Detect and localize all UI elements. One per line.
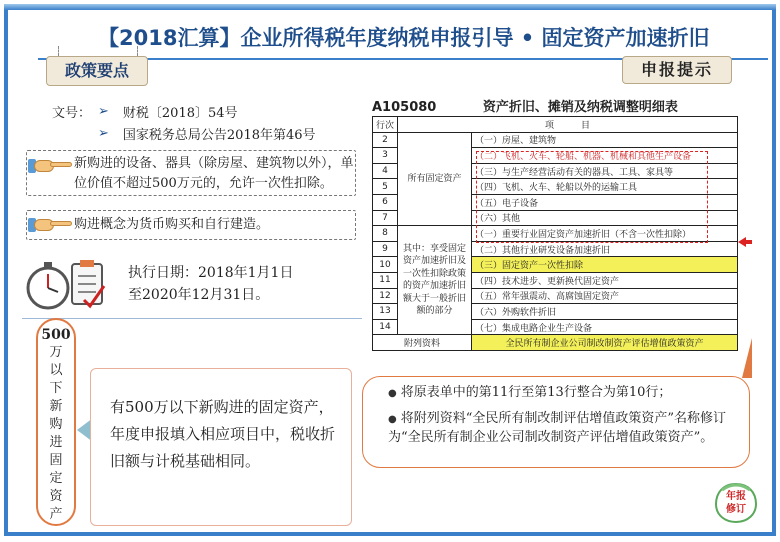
document-item — [98, 102, 238, 121]
side-note-text: 有500万以下新购进的固定资产，年度申报填入相应项目中，税收折旧额与计税基础相同。 — [110, 398, 336, 470]
execution-date — [128, 262, 293, 306]
revision-badge-text: 年报 修订 — [726, 491, 746, 515]
bullet-icon: ● — [388, 414, 397, 425]
document-text: 国家税务总局公告2018年第46号 — [122, 128, 316, 143]
bottom-border — [4, 532, 776, 536]
table-code: A105080 — [372, 100, 437, 115]
policy-tab[interactable]: 政策要点 — [46, 56, 148, 86]
execution-date-start: 执行日期：2018年1月1日 — [128, 265, 294, 281]
col-header-row: 行次 — [373, 117, 398, 133]
change-item: ● 将原表单中的第11行至第13行整合为第10行； — [388, 385, 672, 400]
table-row: 11 （四）技术进步、更新换代固定资产 — [373, 272, 738, 288]
pointing-hand-icon — [34, 217, 72, 233]
table-row: 6 （五）电子设备 — [373, 194, 738, 210]
table-row-appendix — [373, 335, 738, 351]
note-purchase-concept: 购进概念为货币购买和自行建造。 — [74, 217, 270, 232]
left-border — [4, 10, 8, 536]
right-border — [772, 10, 776, 536]
table-row: 13 （六）外购软件折旧 — [373, 304, 738, 320]
side-label: 500 万 以 下 新 购 进 固 定 资 产 — [36, 326, 76, 524]
note-new-equipment: 新购进的设备、器具（除房屋、建筑物以外），单位价值不超过500万元的，允许一次性扣除。 — [74, 156, 354, 191]
tip-tab[interactable]: 申报提示 — [622, 56, 732, 84]
arrow-right-icon: ➢ — [98, 126, 109, 141]
table-row: 12 （五）常年强震动、高腐蚀固定资产 — [373, 288, 738, 304]
top-border — [4, 4, 776, 10]
document-text: 财税〔2018〕54号 — [122, 106, 238, 121]
table-row: 2 所有固定资产 （一）房屋、建筑物 — [373, 132, 738, 148]
policy-tab-hanger — [58, 46, 138, 56]
change-item: ● 将附列资料“全民所有制改制评估增值政策资产”名称修订为“全民所有制企业公司制改制资产评估增值政策资产”。 — [388, 411, 727, 445]
title-bar — [38, 22, 768, 60]
document-number-label: 文号： — [52, 106, 92, 121]
col-header-item: 项 目 — [398, 117, 738, 133]
table-row: 14 （七）集成电路企业生产设备 — [373, 319, 738, 335]
divider — [22, 318, 362, 319]
page-title: 【2018汇算】企业所得税年度纳税申报引导 • 固定资产加速折旧 — [98, 26, 710, 50]
pointer-triangle-icon — [742, 338, 752, 378]
arrow-left-icon — [738, 237, 752, 247]
highlight-dashed-box — [476, 151, 708, 243]
appendix-label: 附列资料 — [373, 335, 472, 351]
table-row: 7 （六）其他 — [373, 210, 738, 226]
arrow-right-icon: ➢ — [98, 104, 109, 119]
bullet-icon: ● — [388, 388, 397, 399]
pointing-hand-icon — [34, 158, 72, 174]
table-row: 5 （四）飞机、火车、轮船以外的运输工具 — [373, 179, 738, 195]
group-all-fixed-assets: 所有固定资产 — [398, 132, 472, 226]
table-name: 资产折旧、摊销及纳税调整明细表 — [482, 100, 678, 115]
table-row: 3 （二）飞机、火车、轮船、机器、机械和其他生产设备 — [373, 148, 738, 164]
appendix-value: 全民所有制企业公司制改制资产评估增值政策资产 — [472, 335, 738, 351]
table-header — [372, 96, 678, 115]
table-row: 4 （三）与生产经营活动有关的器具、工具、家具等 — [373, 163, 738, 179]
stopwatch-checklist-icon — [22, 256, 112, 314]
execution-date-end: 至2020年12月31日。 — [128, 287, 270, 303]
side-label-amount: 500 — [41, 327, 71, 343]
table-row: 8 其中：享受固定资产加速折旧及一次性扣除政策的资产加速折旧额大于一般折旧额的部分 （一）重要行业固定资产加速折旧（不含一次性扣除） — [373, 226, 738, 242]
table-row: 9 （二）其他行业研发设备加速折旧 — [373, 241, 738, 257]
table-row-highlight: 10 （三）固定资产一次性扣除 — [373, 257, 738, 273]
table-row — [373, 117, 738, 133]
document-item — [98, 124, 316, 143]
group-accelerated: 其中：享受固定资产加速折旧及一次性扣除政策的资产加速折旧额大于一般折旧额的部分 — [398, 226, 472, 335]
